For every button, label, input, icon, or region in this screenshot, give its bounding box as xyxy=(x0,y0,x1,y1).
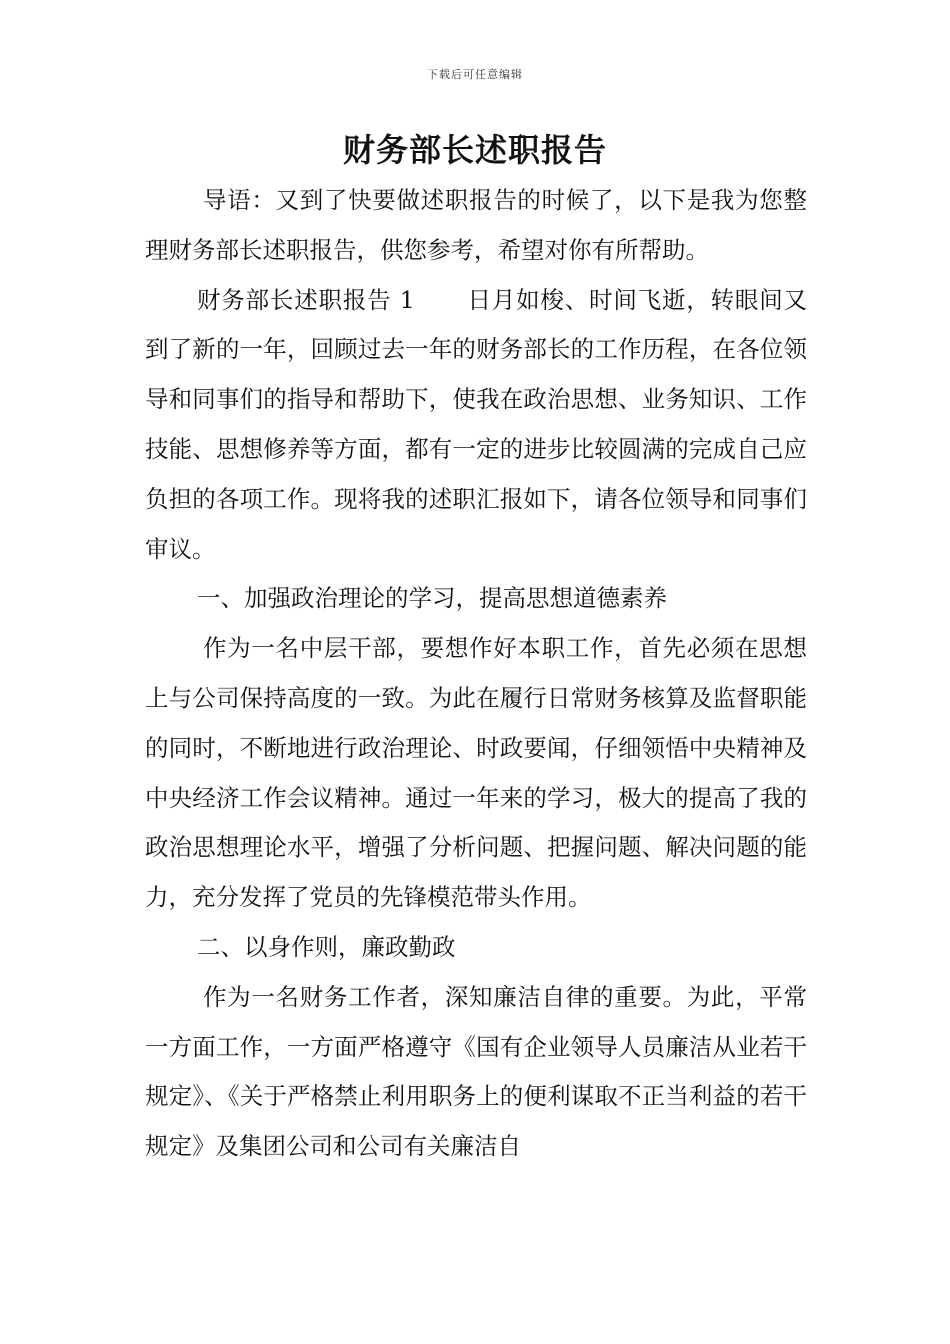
report-paragraph-1 xyxy=(145,276,807,575)
document-title: 财务部长述职报告 xyxy=(342,131,607,169)
intro-paragraph: 导语：又到了快要做述职报告的时候了，以下是我为您整理财务部长述职报告，供您参考，希望对你有所帮助。 xyxy=(145,186,807,264)
section-2-paragraph: 作为一名财务工作者，深知廉洁自律的重要。为此，平常一方面工作，一方面严格遵守《国有企业领导人员廉洁从业若干规定》、《关于严格禁止利用职务上的便利谋取不正当利益的若干规定》及集团公司和公司有关廉洁自 xyxy=(145,982,807,1161)
report-1-text: 日月如梭、时间飞逝，转眼间又到了新的一年，回顾过去一年的财务部长的工作历程，在各位领导和同事们的指导和帮助下，使我在政治思想、业务知识、工作技能、思想修养等方面，都有一定的进步比较圆满的完成自己应负担的各项工作。现将我的述职汇报如下，请各位领导和同事们审议。 xyxy=(145,285,808,563)
section-heading-1: 一、加强政治理论的学习，提高思想道德素养 xyxy=(197,584,667,613)
section-heading-2: 二、以身作则，廉政勤政 xyxy=(197,932,456,961)
report-1-heading: 财务部长述职报告 1 xyxy=(197,285,415,314)
header-note: 下载后可任意编辑 xyxy=(427,68,523,81)
section-1-paragraph: 作为一名中层干部，要想作好本职工作，首先必须在思想上与公司保持高度的一致。为此在履行日常财务核算及监督职能的同时，不断地进行政治理论、时政要闻，仔细领悟中央精神及中央经济工作会议精神。通过一年来的学习，极大的提高了我的政治思想理论水平，增强了分析问题、把握问题、解决问题的能力，充分发挥了党员的先锋模范带头作用。 xyxy=(145,634,807,912)
document-body xyxy=(145,176,807,1172)
